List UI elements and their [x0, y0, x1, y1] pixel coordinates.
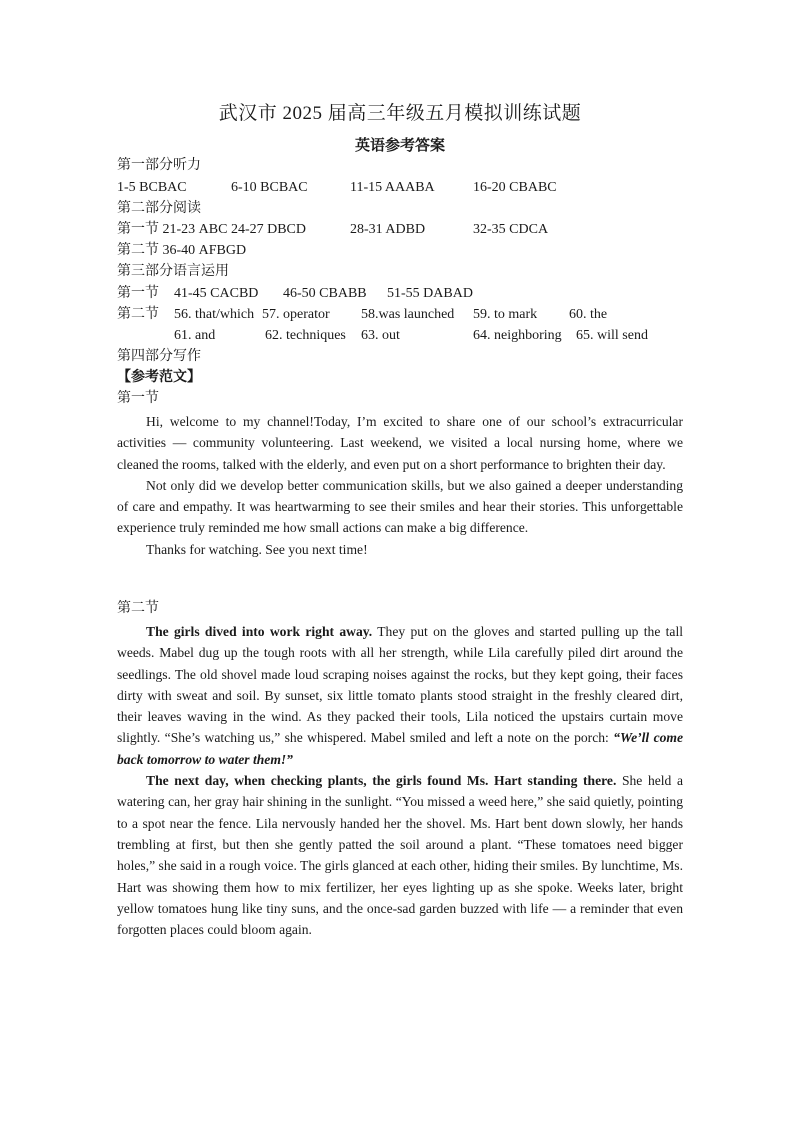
part3-answer: 60. the	[569, 307, 608, 322]
part3-section1-answer: 41-45 CACBD	[174, 286, 259, 301]
sample-essay-label: 【参考范文】	[117, 370, 201, 385]
essay-paragraph: Thanks for watching. See you next time!	[146, 541, 368, 557]
part1-heading: 第一部分听力	[117, 158, 201, 173]
story-paragraph	[117, 770, 683, 940]
writing-section1-label: 第一节	[117, 391, 159, 406]
story-paragraph-body: They put on the gloves and started pulling up the tall weeds. Mabel dug up the tough roots with all her strength, while Lila carefully piled dirt around the seedlings. The old shovel made loud scraping noises against the rocks, but they kept going, their faces dirty with sweat and soil. By sunset, six little tomato plants stood straight in the freshly cleared dirt, their leaves waving in the wind. As they packed their tools, Lila noticed the upstairs curtain move slightly. “She’s watching us,” she whispered. Mabel smiled and left a note on the porch:	[117, 624, 683, 746]
page-title: 武汉市 2025 届高三年级五月模拟训练试题	[218, 103, 582, 124]
writing-section2-essay	[117, 621, 683, 940]
part3-answer: 58.was launched	[361, 307, 455, 322]
part2-section1-answers: 第一节 21-23 ABC 24-27 DBCD	[117, 222, 307, 237]
part3-answer: 62. techniques	[265, 328, 346, 343]
part3-section1-answer: 46-50 CBABB	[283, 286, 367, 301]
essay-paragraph: Not only did we develop better communication skills, but we also gained a deeper understanding of care and empathy. It was heartwarming to see their smiles and hear their stories. This unforgettable experience truly reminded me how small actions can make a big difference.	[117, 477, 683, 536]
part3-answer: 65. will send	[576, 328, 648, 343]
part4-heading: 第四部分写作	[117, 349, 201, 364]
part1-answer: 16-20 CBABC	[473, 180, 557, 195]
part3-heading: 第三部分语言运用	[117, 264, 229, 279]
part1-answer: 1-5 BCBAC	[117, 180, 187, 195]
story-paragraph-body: She held a watering can, her gray hair shining in the sunlight. “You missed a weed here,” she said quietly, pointing to a spot near the fence. Lila nervously handed her the shovel. Ms. Hart bent down slowly, her hands trembling at first, but then she gently patted the soil around a plant. “These tomatoes need bigger holes,” she said in a rough voice. The girls glanced at each other, hiding their smiles. By lunchtime, Ms. Hart was showing them how to mix fertilizer, her eyes lighting up as she spoke. Weeks later, bright yellow tomatoes hung like tiny suns, and the once-sad garden buzzed with life — a reminder that even forgotten places could bloom again.	[117, 773, 683, 938]
part1-answer: 11-15 AAABA	[350, 180, 435, 195]
part1-answer: 6-10 BCBAC	[231, 180, 308, 195]
story-note: “We’ll come back tomorrow to water them!”	[117, 730, 684, 767]
part2-heading: 第二部分阅读	[117, 201, 201, 216]
part3-answer: 57. operator	[262, 307, 330, 322]
part3-answer: 59. to mark	[473, 307, 538, 322]
part3-answer: 64. neighboring	[473, 328, 562, 343]
part3-section2-label: 第二节	[117, 307, 159, 322]
part3-answer: 63. out	[361, 328, 400, 343]
essay-paragraph: Hi, welcome to my channel!Today, I’m excited to share one of our school’s extracurricular activities — community volunteering. Last weekend, we visited a local nursing home, where we cleaned the rooms, talked with the elderly, and even put on a short performance to brighten their day.	[117, 414, 683, 472]
story-paragraph	[117, 621, 683, 770]
story-paragraph-lead: The next day, when checking plants, the girls found Ms. Hart standing there.	[146, 773, 617, 789]
part3-answer: 56. that/which	[174, 307, 255, 322]
part3-answer: 61. and	[174, 328, 216, 343]
story-paragraph-lead: The girls dived into work right away.	[146, 624, 373, 639]
part2-section1-answers: 28-31 ADBD	[350, 222, 426, 237]
part2-section2-answers: 第二节 36-40 AFBGD	[117, 243, 247, 258]
writing-section2-label: 第二节	[117, 601, 159, 616]
writing-section1-essay	[117, 411, 683, 560]
page-subtitle: 英语参考答案	[354, 138, 445, 154]
part3-section1-answer: 51-55 DABAD	[387, 286, 473, 301]
part2-section1-answers: 32-35 CDCA	[473, 222, 549, 237]
part3-section1-label: 第一节	[117, 286, 159, 301]
